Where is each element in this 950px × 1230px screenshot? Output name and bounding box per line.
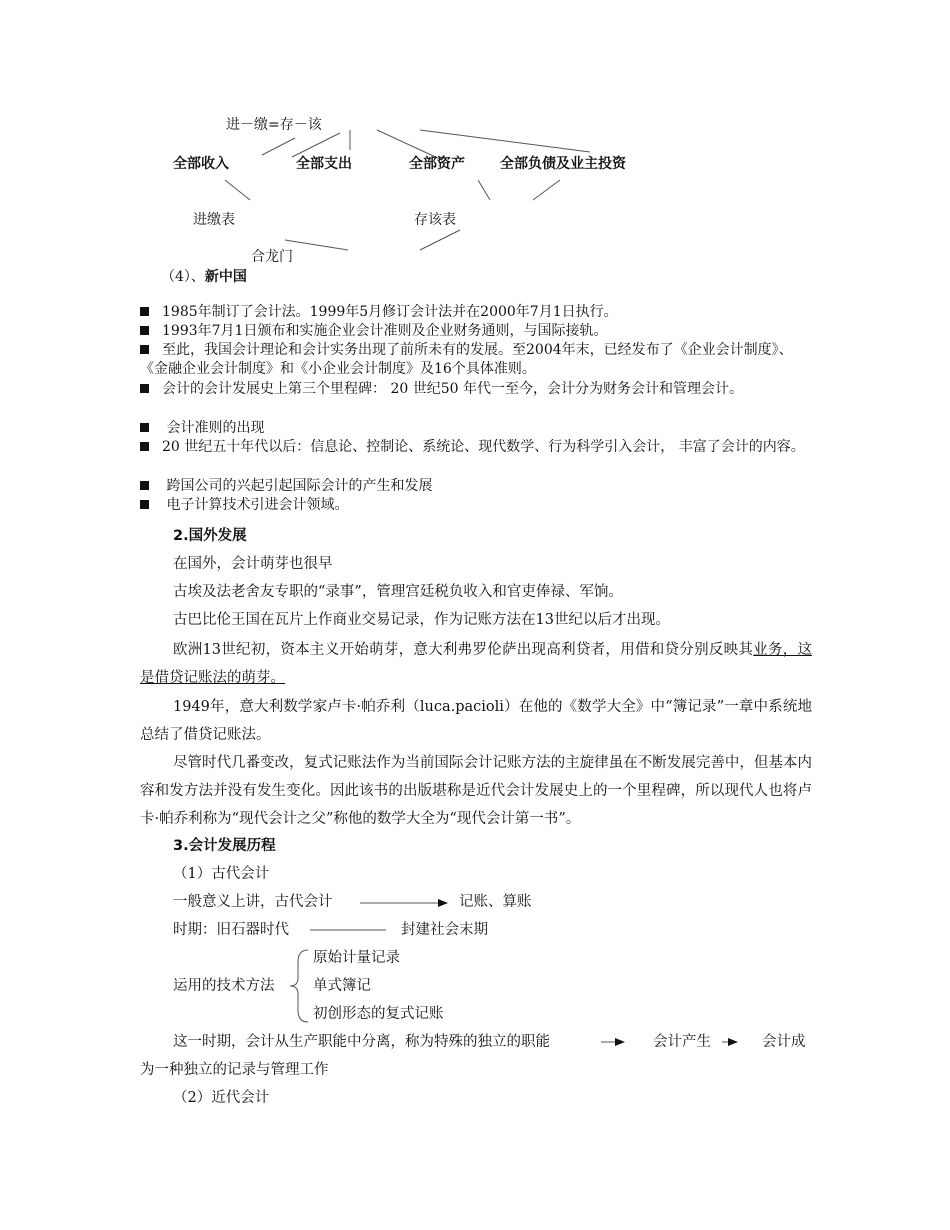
node-cungai-table: 存该表 xyxy=(414,212,456,228)
connector-line xyxy=(262,138,295,155)
connector-line xyxy=(225,180,250,200)
ancient-line-1-left: 一般意义上讲，古代会计 xyxy=(173,894,333,910)
bullet-square-icon xyxy=(140,500,149,509)
bullet-item: 会计准则的出现 xyxy=(140,419,812,438)
section-4-heading: （4）、新中国 xyxy=(161,269,247,285)
method-item: 初创形态的复式记账 xyxy=(313,1006,444,1022)
bullet-item: 会计的会计发展史上第三个里程碑： 20 世纪50 年代一至今，会计分为财务会计和管理会计。 xyxy=(140,380,812,399)
section-3-heading: 3.会计发展历程 xyxy=(173,838,276,854)
bullet-square-icon xyxy=(140,423,149,432)
arrow-right-icon xyxy=(722,1035,742,1049)
bullet-square-icon xyxy=(140,481,149,490)
ancient-summary-b: 会计产生 xyxy=(653,1034,711,1050)
arrow-right-icon xyxy=(360,896,450,910)
foreign-paragraph-1: 在国外，会计萌芽也很早 xyxy=(173,556,333,572)
bullet-square-icon xyxy=(140,384,149,393)
ancient-line-2-right: 封建社会末期 xyxy=(401,922,488,938)
foreign-paragraph-5: 1949年，意大利数学家卢卡·帕乔利（luca.pacioli）在他的《数学大全》中“簿记录”一章中系统地总结了借贷记账法。 xyxy=(140,699,812,743)
bullet-item: 1993年7月1日颁布和实施企业会计准则及企业财务通则，与国际接轨。 xyxy=(140,322,812,341)
connector-line xyxy=(420,230,460,250)
ancient-line-1-right: 记账、算账 xyxy=(459,894,532,910)
foreign-paragraph-2: 古埃及法老舍友专职的“录事”，管理宫廷税负收入和官吏俸禄、军饷。 xyxy=(173,584,623,600)
bullet-square-icon xyxy=(140,345,149,354)
connector-line xyxy=(533,180,560,200)
bullet-item: 20 世纪五十年代以后：信息论、控制论、系统论、现代数学、行为科学引入会计， 丰富了会计的内容。 xyxy=(140,438,812,457)
foreign-paragraph-4: 欧洲13世纪初，资本主义开始萌芽，意大利弗罗伦萨出现高利贷者，用借和贷分别反映其业务，这是借贷记账法的萌芽。 xyxy=(140,642,812,686)
bullet-square-icon xyxy=(140,442,149,451)
ancient-line-2-left: 时期：旧石器时代 xyxy=(173,922,289,938)
bullet-square-icon xyxy=(140,307,149,316)
bullet-item: 跨国公司的兴起引起国际会计的产生和发展 xyxy=(140,477,812,496)
foreign-paragraph-6: 尽管时代几番变改，复式记账法作为当前国际会计记账方法的主旋律虽在不断发展完善中，但基本内容和发方法并没有发生变化。因此该书的出版堪称是近代会计发展史上的一个里程碑，所以现代人也将卢卡·帕乔利称为“现代会计之父”称他的数学大全为“现代会计第一书”。 xyxy=(140,755,812,827)
bullet-item: 至此，我国会计理论和会计实务出现了前所未有的发展。至2004年末，已经发布了《企业会计制度》、《金融企业会计制度》和《小企业会计制度》及16个具体准则。 xyxy=(140,342,793,377)
bullet-item: 1985年制订了会计法。1999年5月修订会计法并在2000年7月1日执行。 xyxy=(140,303,812,322)
bullet-square-icon xyxy=(140,326,149,335)
diagram-connectors xyxy=(0,0,950,300)
foreign-paragraph-3: 古巴比伦王国在瓦片上作商业交易记录，作为记账方法在13世纪以后才出现。 xyxy=(173,612,670,628)
method-item: 单式簿记 xyxy=(313,978,371,994)
ancient-summary-c: 会计成 xyxy=(762,1034,806,1050)
ancient-heading: （1）古代会计 xyxy=(173,866,270,882)
node-total-liabilities: 全部负债及业主投资 xyxy=(500,156,626,172)
node-total-assets: 全部资产 xyxy=(409,156,465,172)
connector-line xyxy=(478,180,490,200)
ancient-summary-a: 这一时期，会计从生产职能中分离，称为特殊的独立的职能 xyxy=(173,1034,550,1050)
node-total-income: 全部收入 xyxy=(173,156,229,172)
modern-heading: （2）近代会计 xyxy=(173,1090,270,1106)
brace-icon xyxy=(288,948,310,1024)
method-item: 原始计量记录 xyxy=(313,950,400,966)
connector-line xyxy=(285,240,348,250)
node-helongmen: 合龙门 xyxy=(251,249,293,265)
bullet-item: 电子计算技术引进会计领域。 xyxy=(140,496,812,515)
diagram-formula: 进－缴=存－该 xyxy=(226,117,322,133)
connector-line xyxy=(420,130,590,152)
ancient-summary-d: 为一种独立的记录与管理工作 xyxy=(140,1062,329,1078)
node-jinjiao-table: 进缴表 xyxy=(193,212,235,228)
node-total-expense: 全部支出 xyxy=(296,156,352,172)
period-line xyxy=(310,924,390,938)
methods-label: 运用的技术方法 xyxy=(173,978,275,994)
section-2-heading: 2.国外发展 xyxy=(173,528,247,544)
arrow-right-icon xyxy=(601,1035,627,1049)
